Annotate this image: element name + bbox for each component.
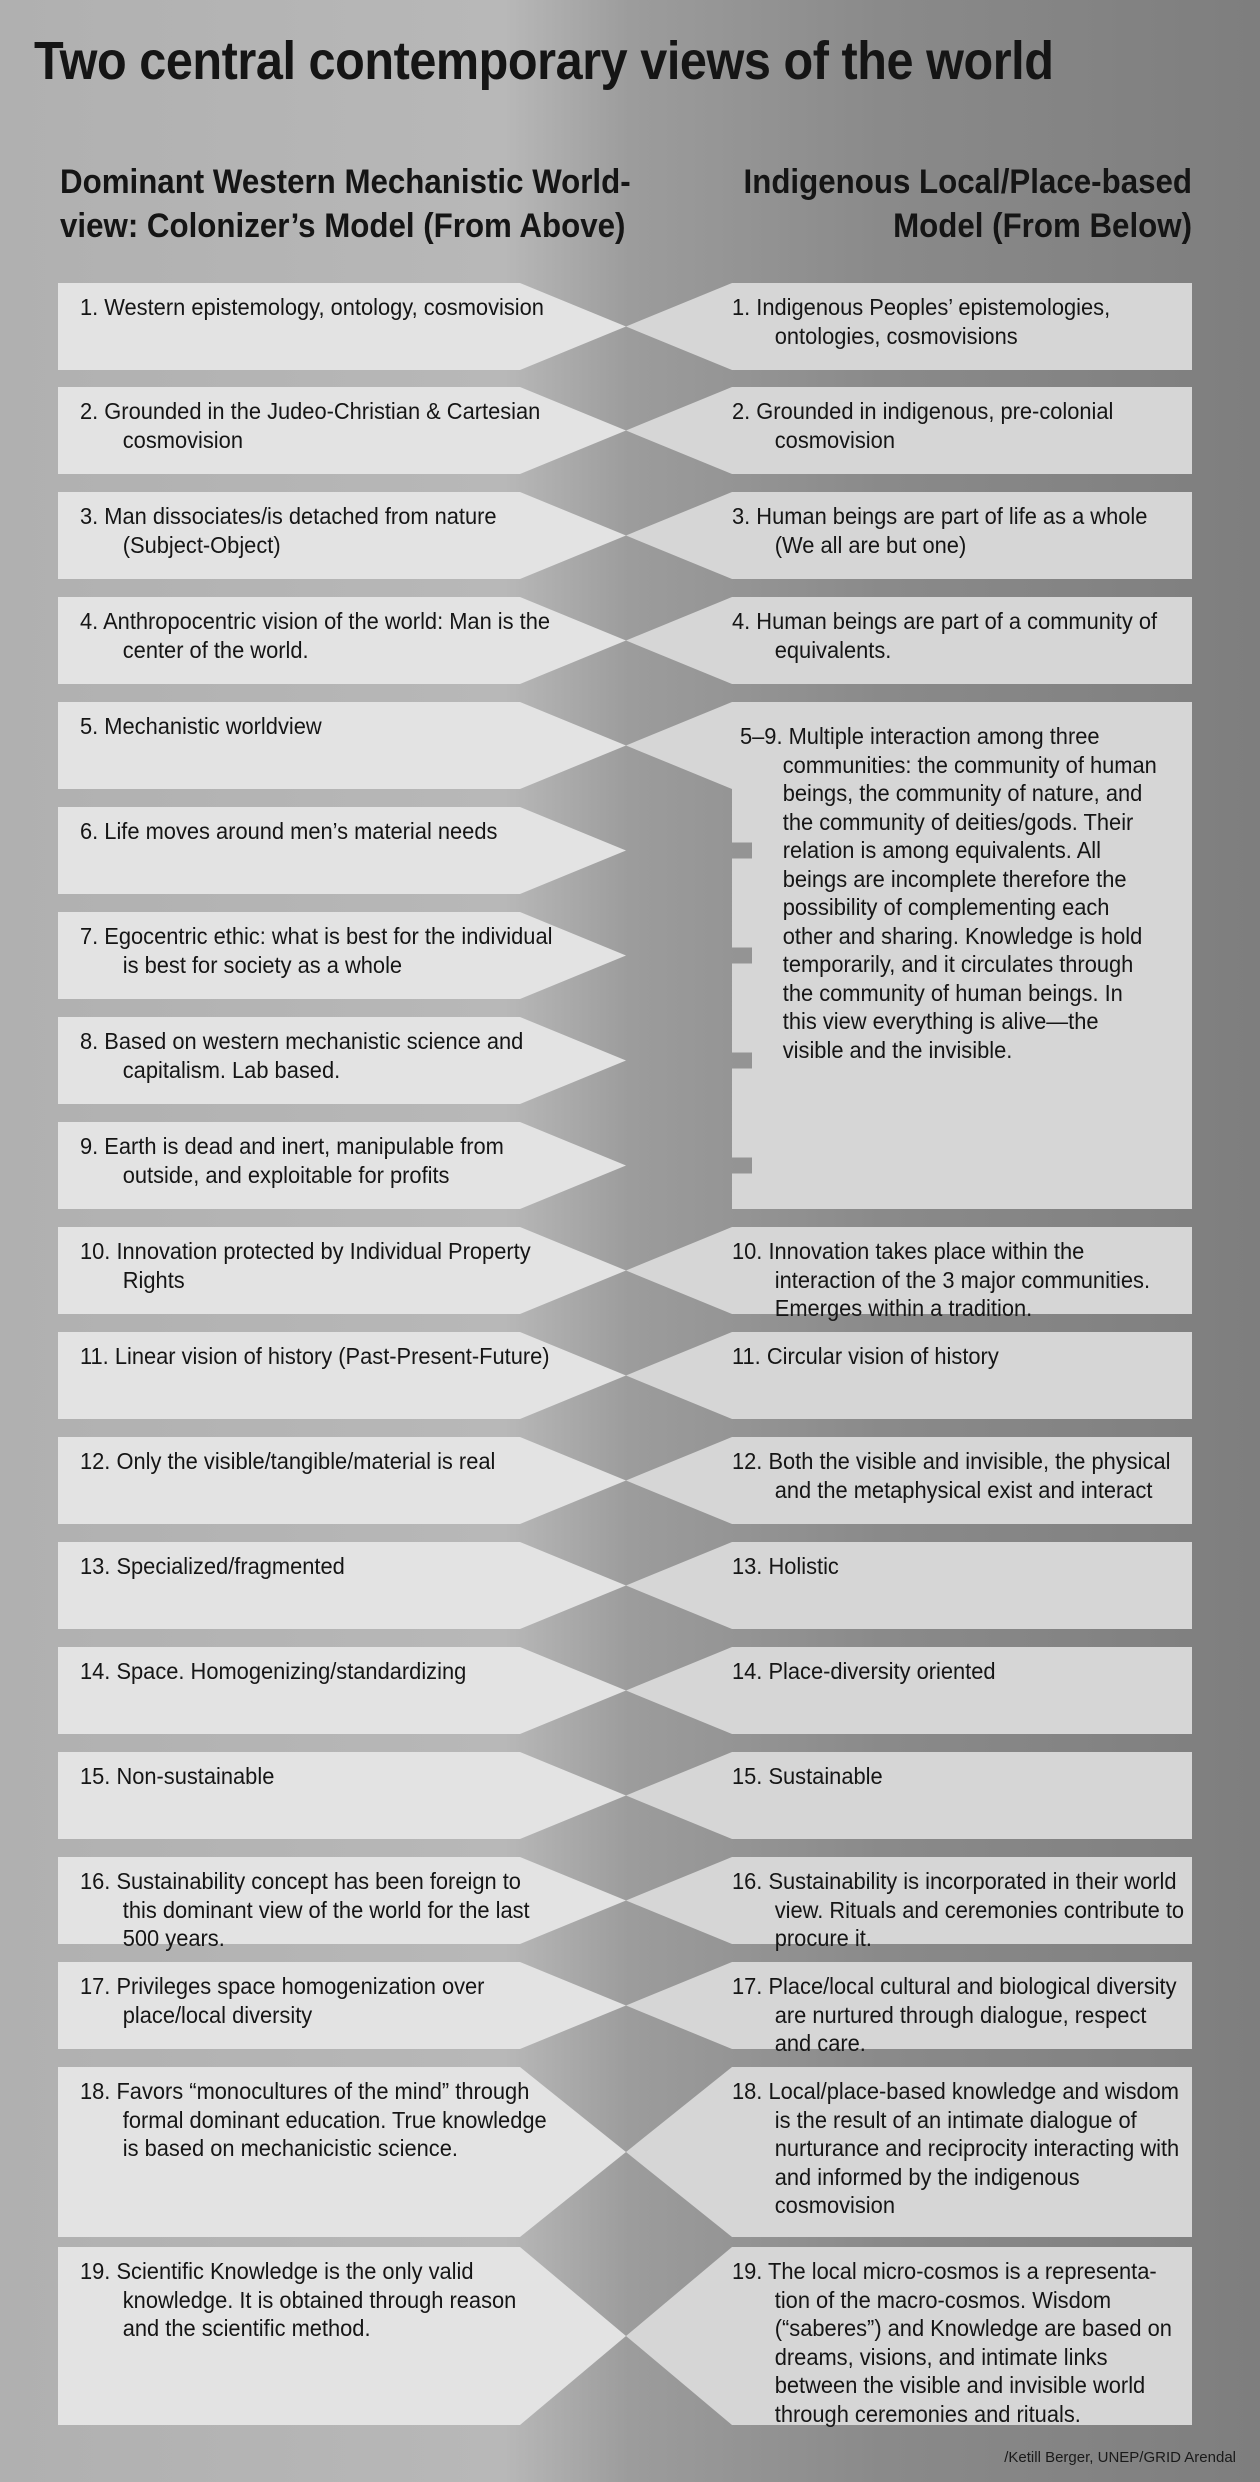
left-row-text-text: 9. Earth is dead and inert, manipulable from outside, and exploitable for profits: [80, 1133, 504, 1188]
left-row-text: [80, 712, 555, 741]
left-row-text-text: 16. Sustainability concept has been foreign to this dominant view of the world for the last 500 years.: [80, 1868, 530, 1951]
left-row-text-text: 14. Space. Homogenizing/standardizing: [80, 1658, 467, 1684]
right-row-text: [732, 607, 1188, 664]
left-row-text: [80, 1027, 555, 1084]
left-row-text-text: 3. Man dissociates/is detached from nature (Subject-Object): [80, 503, 497, 558]
left-row-text-text: 6. Life moves around men’s material needs: [80, 818, 498, 844]
right-row-text: [732, 2077, 1188, 2220]
left-row-text: [80, 1342, 555, 1371]
left-row-text: [80, 1762, 555, 1791]
right-row-text: [732, 1447, 1188, 1504]
right-row-text: [732, 1657, 1188, 1686]
left-row-text: [80, 293, 555, 322]
right-row-text-text: 11. Circular vision of history: [732, 1343, 999, 1369]
left-row-text-text: 19. Scientific Knowledge is the only valid knowledge. It is obtained through reason and the scientific method.: [80, 2258, 517, 2341]
left-row-text-text: 18. Favors “monocultures of the mind” through formal dominant education. True knowledge is based on mechanicistic science.: [80, 2078, 547, 2161]
left-row-text: [80, 1972, 555, 2029]
right-row-text-text: 14. Place-diversity oriented: [732, 1658, 996, 1684]
left-row-text: [80, 1867, 555, 1953]
left-row-text: [80, 1237, 555, 1294]
left-row-text: [80, 397, 555, 454]
right-row-text: [732, 293, 1188, 350]
left-row-text: [80, 922, 555, 979]
left-row-text-text: 13. Specialized/fragmented: [80, 1553, 345, 1579]
right-row-text-text: 3. Human beings are part of life as a whole (We all are but one): [732, 503, 1148, 558]
left-row-text-text: 7. Egocentric ethic: what is best for the individual is best for society as a whole: [80, 923, 553, 978]
left-row-text-text: 15. Non-sustainable: [80, 1763, 275, 1789]
left-row-text-text: 10. Innovation protected by Individual Property Rights: [80, 1238, 531, 1293]
right-row-text: [732, 1552, 1188, 1581]
left-column-heading: Dominant Western Mechanistic World-view: Colonizer’s Model (From Above): [60, 163, 631, 245]
left-row-text: [80, 2077, 555, 2163]
right-row-text: [732, 1762, 1188, 1791]
right-row-text-text: 4. Human beings are part of a community of equivalents.: [732, 608, 1158, 663]
left-row-text: [80, 2257, 555, 2343]
left-row-text: [80, 1447, 555, 1476]
left-row-text-text: 5. Mechanistic worldview: [80, 713, 322, 739]
left-row-text-text: 4. Anthropocentric vision of the world: Man is the center of the world.: [80, 608, 551, 663]
right-row-text: [732, 2257, 1188, 2428]
left-row-text: [80, 607, 555, 664]
right-row-text-text: 16. Sustainability is incorporated in their world view. Rituals and ceremonies contribute to procure it.: [732, 1868, 1185, 1951]
left-row-text-text: 17. Privileges space homogenization over place/local diversity: [80, 1973, 485, 2028]
right-row-text: [732, 1972, 1188, 2058]
right-row-text-text: 15. Sustainable: [732, 1763, 883, 1789]
page-title: Two central contemporary views of the world: [34, 31, 1054, 91]
right-row-text-text: 18. Local/place-based knowledge and wisdom is the result of an intimate dialogue of nurturance and reciprocity interacting with and informed by the indigenous cosmovision: [732, 2078, 1180, 2218]
left-row-text-text: 2. Grounded in the Judeo-Christian & Cartesian cosmovision: [80, 398, 541, 453]
left-row-text: [80, 817, 555, 846]
left-row-text: [80, 1132, 555, 1189]
right-row-text-text: 13. Holistic: [732, 1553, 839, 1579]
right-row-text-text: 2. Grounded in indigenous, pre-colonial cosmovision: [732, 398, 1114, 453]
left-row-text-text: 1. Western epistemology, ontology, cosmovision: [80, 294, 544, 320]
merged-right-text: [740, 722, 1158, 1064]
left-row-text: [80, 1657, 555, 1686]
left-row-text-text: 11. Linear vision of history (Past-Present-Future): [80, 1343, 550, 1369]
left-row-text-text: 12. Only the visible/tangible/material is real: [80, 1448, 496, 1474]
right-row-text-text: 10. Innovation takes place within the interaction of the 3 major communities. Emerges within a tradition.: [732, 1238, 1151, 1321]
right-row-text-text: 1. Indigenous Peoples’ epistemologies, ontologies, cosmovisions: [732, 294, 1111, 349]
right-row-text-text: 19. The local micro-cosmos is a representa-tion of the macro-cosmos. Wisdom (“saberes”) and Knowledge are based on dreams, visions, and intimate links between the visible and invisible world through ceremonies and rituals.: [732, 2258, 1172, 2427]
right-row-text: [732, 1237, 1188, 1323]
right-column-heading: Indigenous Local/Place-based Model (From Below): [743, 163, 1192, 245]
right-row-text: [732, 1342, 1188, 1371]
right-row-text-text: 12. Both the visible and invisible, the physical and the metaphysical exist and interact: [732, 1448, 1171, 1503]
left-row-text: [80, 1552, 555, 1581]
right-row-text: [732, 397, 1188, 454]
merged-right-text-text: 5–9. Multiple interaction among three communities: the community of human beings, the community of nature, and the community of deities/gods. Their relation is among equivalents. All beings are incomplete therefore the possibility of complementing each other and sharing. Knowledge is hold temporarily, and it circulates through the community of human beings. In this view everything is alive—the visible and the invisible.: [740, 723, 1157, 1063]
left-row-text: [80, 502, 555, 559]
credit: /Ketill Berger, UNEP/GRID Arendal: [1004, 2449, 1236, 2466]
right-row-text-text: 17. Place/local cultural and biological diversity are nurtured through dialogue, respect and care.: [732, 1973, 1177, 2056]
right-row-text: [732, 1867, 1188, 1953]
right-row-text: [732, 502, 1188, 559]
left-row-text-text: 8. Based on western mechanistic science and capitalism. Lab based.: [80, 1028, 524, 1083]
